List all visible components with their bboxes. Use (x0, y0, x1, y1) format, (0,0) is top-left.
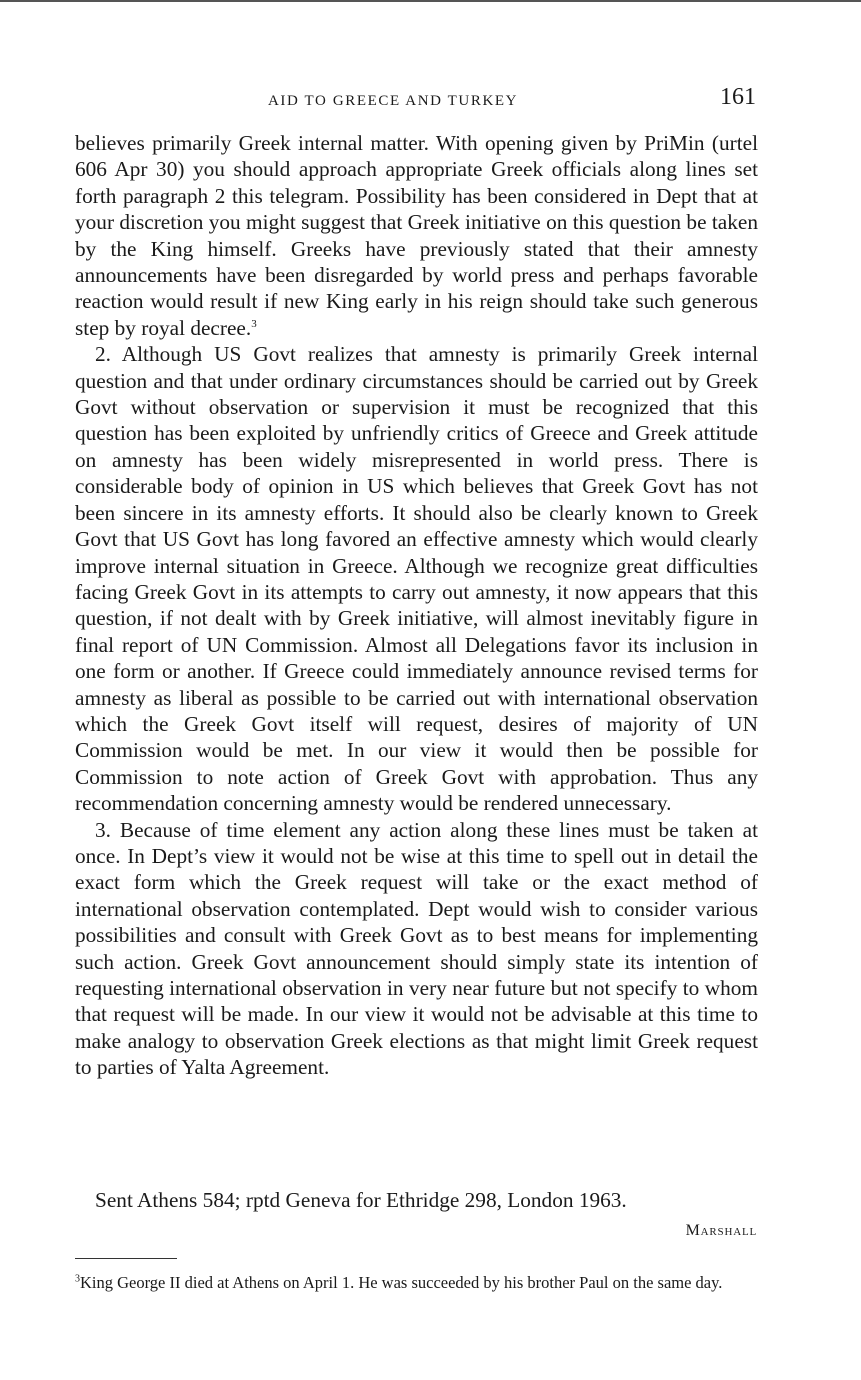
sent-routing-line: Sent Athens 584; rptd Geneva for Ethridge 298, London 1963. (95, 1188, 627, 1212)
footnote-reference-3: 3 (251, 317, 257, 330)
paragraph-2: 2. Although US Govt realizes that amnesty is primarily Greek internal question and that under ordinary circumstances should be carried out by Greek Govt without observation or supervision it must be recognized that this question has been exploited by unfriendly critics of Greece and Greek attitude on amnesty has been widely misrepresented in world press. There is considerable body of opinion in US which believes that Greek Govt has not been sincere in its amnesty efforts. It should also be clearly known to Greek Govt that US Govt has long favored an effective amnesty which would clearly improve internal situation in Greece. Although we recognize great difficulties facing Greek Govt in its attempts to carry out amnesty, it now appears that this question, if not dealt with by Greek initiative, will almost inevitably figure in final report of UN Commission. Almost all Delegations favor its inclusion in one form or another. If Greece could immediately announce revised terms for amnesty as liberal as possible to be carried out with international observation which the Greek Govt itself will request, desires of majority of UN Commission would be met. In our view it would then be possible for Commission to note action of Greek Govt with approbation. Thus any recommendation concerning amnesty would be rendered unnecessary. (75, 342, 758, 816)
top-border-rule (0, 0, 861, 2)
signature-marshall: Marshall (685, 1222, 757, 1239)
footnote-marker: 3 (75, 1273, 80, 1285)
paragraph-3: 3. Because of time element any action along these lines must be taken at once. In Dept’s view it would not be wise at this time to spell out in detail the exact form which the Greek request will take or the exact method of international observation contemplated. Dept would wish to consider various possibilities and consult with Greek Govt as to best means for implementing such action. Greek Govt announcement should simply state its intention of requesting international observation in very near future but not specify to whom that request will be made. In our view it would not be advisable at this time to make analogy to observation Greek elections as that might limit Greek request to parties of Yalta Agreement. (75, 817, 758, 1080)
running-title: AID TO GREECE AND TURKEY (268, 93, 519, 109)
telegram-body (75, 130, 758, 1081)
paragraph-1-text: believes primarily Greek internal matter. With opening given by PriMin (urtel 606 Apr 30) you should approach appropriate Greek officials along lines set forth paragraph 2 this telegram. Possibility has been considered in Dept that at your discretion you might suggest that Greek initiative on this question be taken by the King himself. Greeks have previously stated that their amnesty announcements have been disregarded by world press and perhaps favorable reaction would result if new King early in his reign should take such generous step by royal decree. (75, 131, 758, 340)
paragraph-1 (75, 130, 758, 341)
page-number: 161 (720, 84, 756, 110)
footnote-divider (75, 1258, 177, 1259)
footnote-3 (75, 1274, 758, 1292)
footnote-text: King George II died at Athens on April 1. He was succeeded by his brother Paul on the same day. (80, 1273, 723, 1292)
running-head (75, 84, 758, 120)
